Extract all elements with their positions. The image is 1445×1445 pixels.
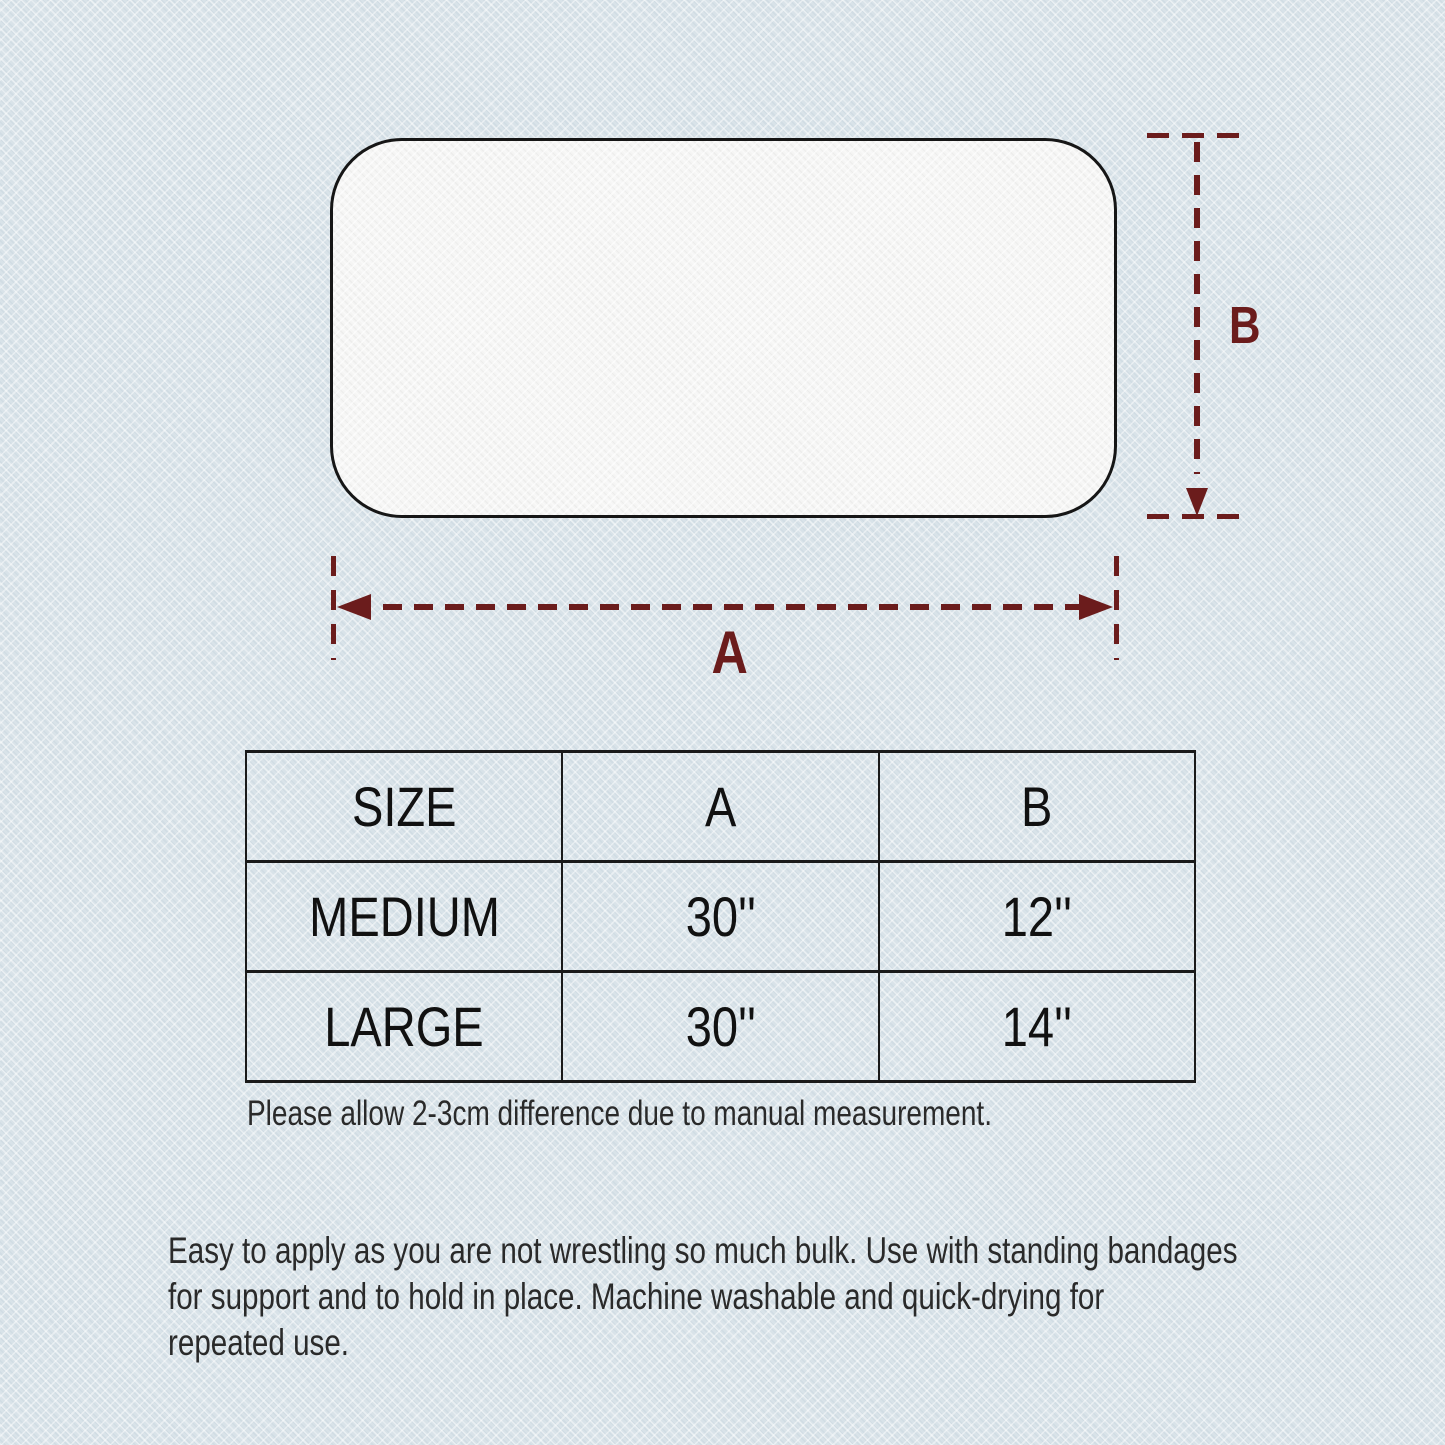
size-table-row-large [246,972,1195,1082]
cell-large-a: 30'' [562,972,878,1082]
description-line: Easy to apply as you are not wrestling so much bulk. Use with standing bandages [168,1230,1238,1271]
cell-large-b: 14'' [879,972,1195,1082]
description-line: for support and to hold in place. Machine washable and quick-drying for [168,1276,1105,1317]
dimension-b-label: B [1229,297,1261,355]
dimension-a-arrow-right [1079,594,1113,620]
header-cell-a: A [562,752,878,862]
dimension-b-top-tick [1147,133,1249,138]
header-cell-size: SIZE [246,752,562,862]
description-line: repeated use. [168,1322,350,1363]
size-table-header-row [246,752,1195,862]
dimension-a-arrow-left [337,594,371,620]
dimension-a-line [352,604,1100,610]
dimension-b-line [1194,142,1200,474]
pad-shape [330,138,1117,518]
cell-large-size: LARGE [246,972,562,1082]
dimension-b-bottom-tick [1147,514,1249,519]
dimension-a-label: A [711,619,749,686]
description-paragraph [168,1228,1445,1366]
dimension-b-arrow-down [1186,488,1208,516]
cell-medium-b: 12'' [879,862,1195,972]
size-table-row-medium [246,862,1195,972]
measurement-note: Please allow 2-3cm difference due to manual measurement. [247,1094,992,1133]
cell-medium-size: MEDIUM [246,862,562,972]
size-table [245,750,1196,1083]
dimension-a-right-extension [1114,556,1119,660]
cell-medium-a: 30'' [562,862,878,972]
dimension-a-left-extension [331,556,336,660]
header-cell-b: B [879,752,1195,862]
